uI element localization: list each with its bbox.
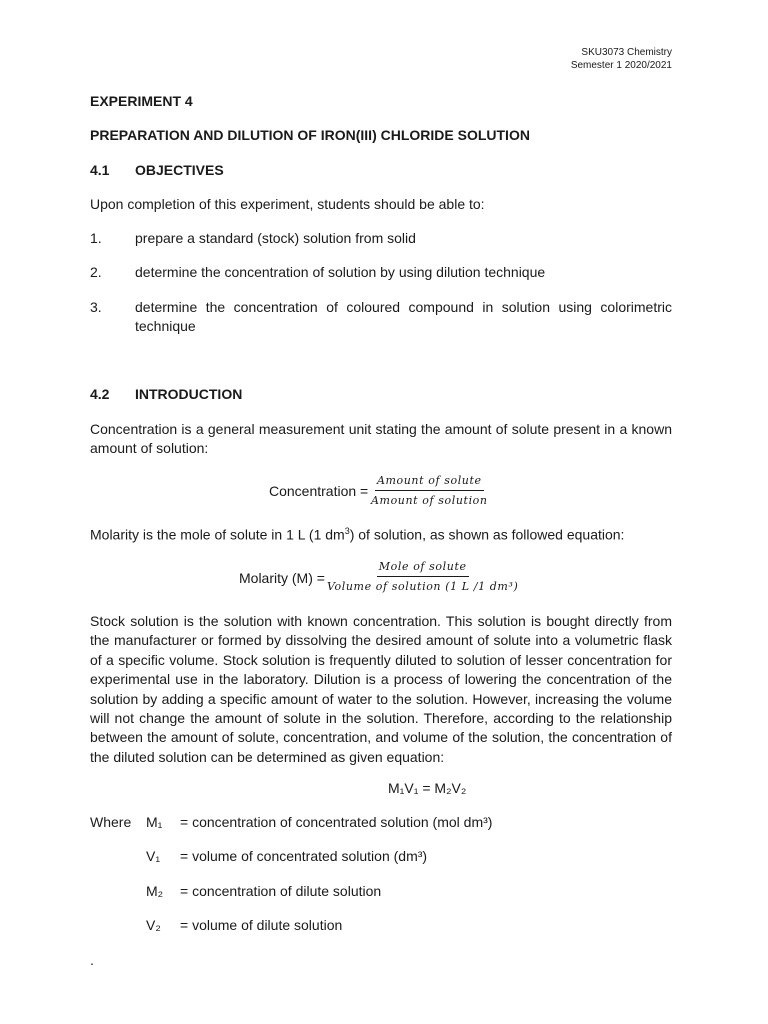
objective-text: determine the concentration of solution by using dilution technique [135,264,546,280]
objective-number: 3. [90,299,102,315]
objective-text: prepare a standard (stock) solution from solid [135,230,416,246]
molarity-equation-label: Molarity (M) = [239,570,325,586]
concentration-denominator: Amount of solution [371,494,488,507]
concentration-numerator: Amount of solute [375,474,484,491]
objective-number: 1. [90,230,102,246]
objectives-number: 4.1 [90,162,110,178]
stock-solution-paragraph: Stock solution is the solution with known concentration. This solution is bought directly from the manufacturer or formed by dissolving the desired amount of solute into a volumetric flask of a specific volume. Stock solution is frequently diluted to solution of lesser concentration for experimental use in the laboratory. Dilution is a process of lowering the concentration of the solution by adding a specific amount of water to the solution. However, increasing the volume will not change the amount of solute in the solution. Therefore, according to the relationship between the amount of solute, concentration, and volume of the solution, the concentration of the diluted solution can be determined as given equation: [90,613,672,765]
definition-text: = volume of concentrated solution (dm³) [180,848,428,864]
header-course: SKU3073 Chemistry [581,47,672,58]
definition-symbol: M₂ [146,883,164,899]
objective-text: determine the concentration of coloured compound in solution using colorimetric technique [135,299,672,335]
definition-symbol: M₁ [146,814,163,830]
objective-number: 2. [90,264,102,280]
definition-symbol: V₁ [146,848,161,864]
definition-text: = concentration of dilute solution [180,883,382,899]
definition-symbol: V₂ [146,917,161,933]
molarity-denominator: Volume of solution (1 L /1 dm³) [327,580,519,593]
definition-text: = volume of dilute solution [180,917,343,933]
dilution-equation: M₁V₁ = M₂V₂ [388,780,467,796]
definition-text: = concentration of concentrated solution (mol dm³) [180,814,493,830]
header-semester: Semester 1 2020/2021 [570,60,672,71]
experiment-title: EXPERIMENT 4 [90,93,193,109]
concentration-equation-label: Concentration = [269,483,369,499]
objectives-heading: OBJECTIVES [135,162,224,178]
molarity-sentence: Molarity is the mole of solute in 1 L (1 $dm^3$) of solution, as shown as followed equation: [90,526,625,543]
molarity-fraction [325,560,520,593]
introduction-number: 4.2 [90,386,110,402]
molarity-numerator: Mole of solute [377,560,469,577]
objectives-intro: Upon completion of this experiment, students should be able to: [90,196,485,212]
introduction-heading: INTRODUCTION [135,386,243,402]
header [571,46,672,72]
main-title: PREPARATION AND DILUTION OF IRON(III) CHLORIDE SOLUTION [90,127,530,143]
where-label: Where [90,814,132,830]
introduction-paragraph: Concentration is a general measurement unit stating the amount of solute present in a known amount of solution: [90,421,672,457]
concentration-fraction [369,474,490,507]
trailing-mark: . [90,952,94,968]
